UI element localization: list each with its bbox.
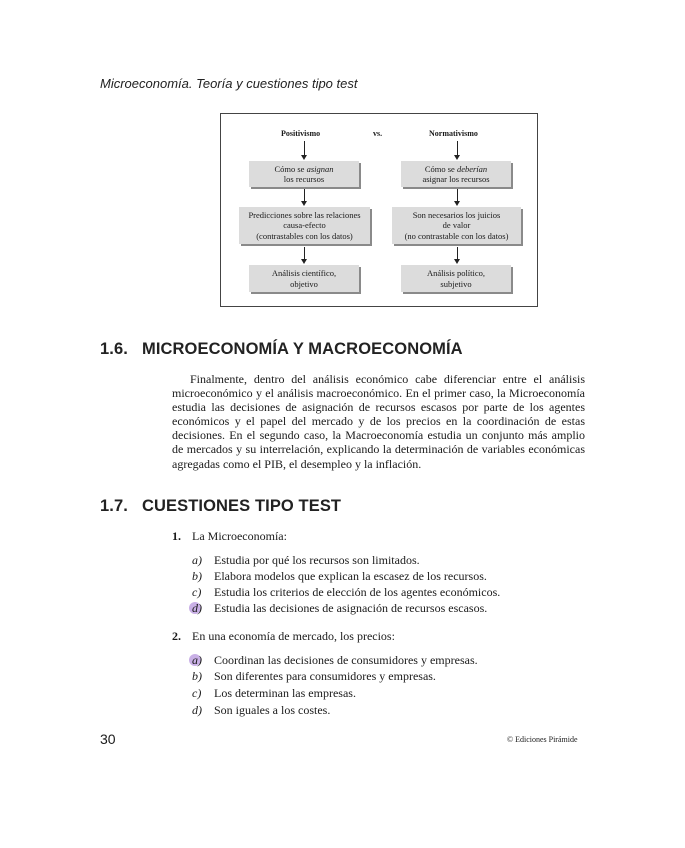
section-1-6-body bbox=[172, 372, 585, 471]
q1-option-d[interactable]: d) Estudia las decisiones de asignación de recursos escasos. bbox=[192, 601, 488, 615]
section-1-7-heading bbox=[100, 497, 341, 516]
diagram-arrow-icon bbox=[454, 201, 460, 206]
section-number: 1.6. bbox=[100, 340, 128, 358]
question-2 bbox=[172, 629, 395, 644]
answer-highlight: d) bbox=[192, 600, 214, 616]
diagram-left-box-1: Cómo se asignan los recursos bbox=[249, 161, 359, 187]
diagram-left-title: Positivismo bbox=[281, 129, 321, 138]
diagram-arrow-icon bbox=[454, 155, 460, 160]
q2-option-a[interactable]: a) Coordinan las decisiones de consumidores y empresas. bbox=[192, 653, 478, 667]
diagram-right-title: Normativismo bbox=[429, 129, 478, 138]
section-title: CUESTIONES TIPO TEST bbox=[142, 497, 342, 515]
q2-option-d[interactable]: d) Son iguales a los costes. bbox=[192, 703, 331, 717]
diagram-left-box-2: Predicciones sobre las relaciones causa-efecto (contrastables con los datos) bbox=[239, 207, 370, 244]
q2-option-b[interactable]: b) Son diferentes para consumidores y empresas. bbox=[192, 669, 436, 683]
diagram-arrow-icon bbox=[301, 201, 307, 206]
diagram-left-box-3: Análisis científico, objetivo bbox=[249, 265, 359, 292]
question-1 bbox=[172, 529, 287, 544]
q1-option-c[interactable]: c) Estudia los criterios de elección de los agentes económicos. bbox=[192, 585, 501, 599]
diagram-vs-label: vs. bbox=[373, 129, 383, 138]
q2-option-c[interactable]: c) Los determinan las empresas. bbox=[192, 686, 356, 700]
diagram-arrow-icon bbox=[454, 259, 460, 264]
positivism-normativism-diagram bbox=[220, 113, 538, 307]
q1-option-a[interactable]: a) Estudia por qué los recursos son limitados. bbox=[192, 553, 420, 567]
running-head: Microeconomía. Teoría y cuestiones tipo test bbox=[100, 76, 358, 91]
diagram-right-box-1: Cómo se deberían asignar los recursos bbox=[401, 161, 511, 187]
paragraph: Finalmente, dentro del análisis económico cabe diferenciar entre el análisis microeconómico y el análisis macroeconómico. En el primer caso, la Microeconomía estudia las decisiones de asignación de recursos escasos por parte de los agentes económicos y el papel del mercado y de los precios en la coordinación de estas decisiones. En el segundo caso, la Macroeconomía estudia un conjunto más amplio de mercados y su interrelación, explicando la determinación de variables económicas agregadas como el PIB, el desempleo y la inflación. bbox=[172, 372, 585, 471]
diagram-arrow-icon bbox=[301, 259, 307, 264]
copyright-notice: © Ediciones Pirámide bbox=[507, 735, 578, 744]
diagram-arrow-icon bbox=[301, 155, 307, 160]
page-number: 30 bbox=[100, 731, 116, 747]
question-number: 2. bbox=[172, 629, 181, 643]
question-text: En una economía de mercado, los precios: bbox=[192, 629, 395, 643]
answer-highlight: a) bbox=[192, 652, 214, 668]
diagram-right-box-3: Análisis político, subjetivo bbox=[401, 265, 511, 292]
question-text: La Microeconomía: bbox=[192, 529, 287, 543]
q1-option-b[interactable]: b) Elabora modelos que explican la escasez de los recursos. bbox=[192, 569, 487, 583]
question-number: 1. bbox=[172, 529, 181, 543]
diagram-right-box-2: Son necesarios los juicios de valor (no contrastable con los datos) bbox=[392, 207, 521, 244]
section-1-6-heading bbox=[100, 340, 463, 359]
section-number: 1.7. bbox=[100, 497, 128, 515]
section-title: MICROECONOMÍA Y MACROECONOMÍA bbox=[142, 340, 463, 358]
